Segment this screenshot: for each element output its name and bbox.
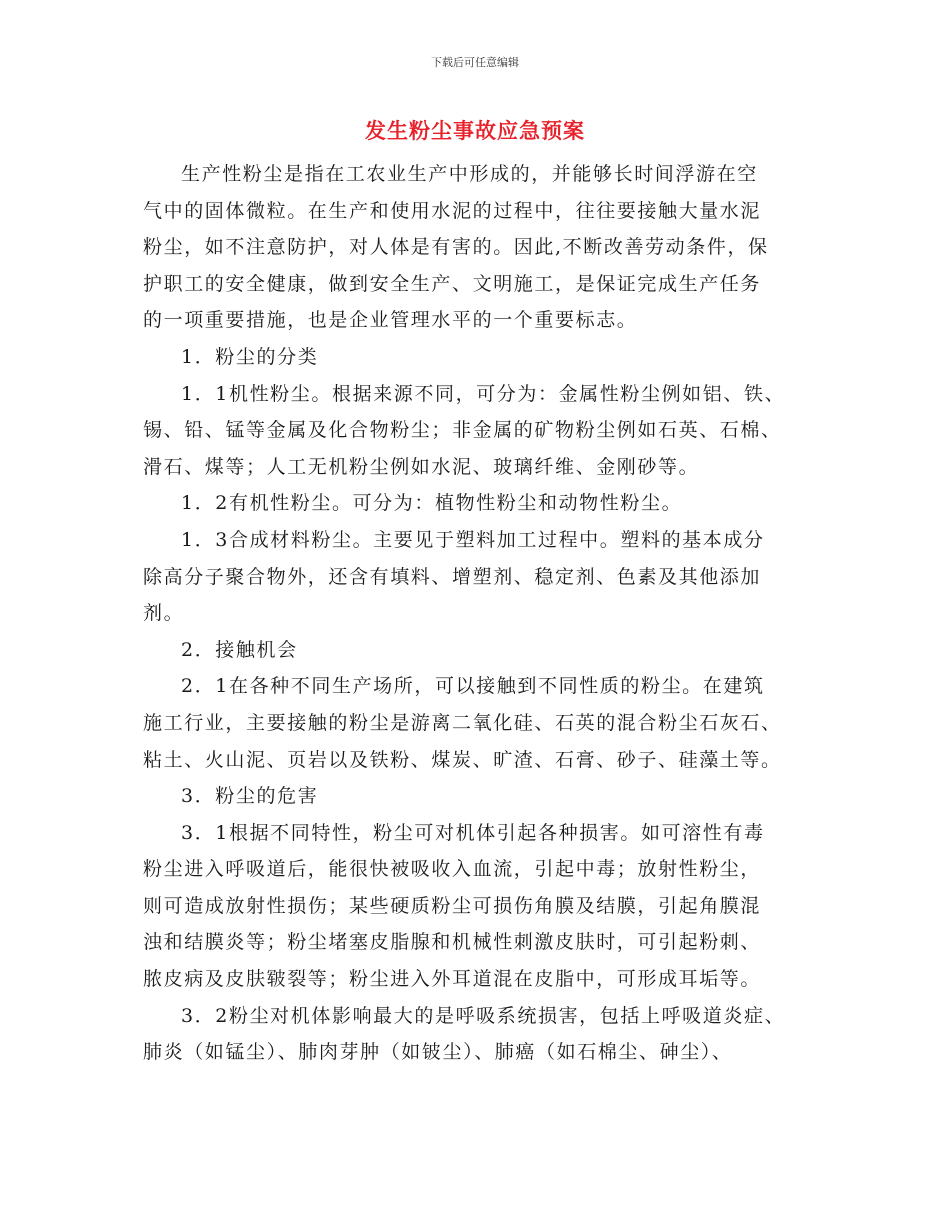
section-heading: 2．接触机会 <box>181 638 298 661</box>
header-note: 下载后可任意编辑 <box>431 56 519 69</box>
body-line: 的一项重要措施，也是企业管理水平的一个重要标志。 <box>143 309 638 332</box>
section-heading: 1．粉尘的分类 <box>181 345 319 368</box>
section-heading: 3．粉尘的危害 <box>181 785 319 808</box>
body-line: 气中的固体微粒。在生产和使用水泥的过程中，往往要接触大量水泥 <box>143 199 762 222</box>
body-line: 锡、铅、锰等金属及化合物粉尘；非金属的矿物粉尘例如石英、石棉、 <box>143 419 782 442</box>
document-title: 发生粉尘事故应急预案 <box>365 119 585 143</box>
body-line: 剂。 <box>143 602 185 625</box>
body-line: 浊和结膜炎等；粉尘堵塞皮脂腺和机械性刺激皮肤时，可引起粉刺、 <box>143 931 762 954</box>
body-line: 1．3合成材料粉尘。主要见于塑料加工过程中。塑料的基本成分 <box>181 528 765 551</box>
body-line: 3．1根据不同特性，粉尘可对机体引起各种损害。如可溶性有毒 <box>181 821 765 844</box>
body-line: 3．2粉尘对机体影响最大的是呼吸系统损害，包括上呼吸道炎症、 <box>181 1004 786 1027</box>
body-line: 1．1机性粉尘。根据来源不同，可分为：金属性粉尘例如铝、铁、 <box>181 382 786 405</box>
document-body <box>143 156 823 1071</box>
body-line: 生产性粉尘是指在工农业生产中形成的，并能够长时间浮游在空 <box>181 163 758 185</box>
body-line: 粉尘进入呼吸道后，能很快被吸收入血流，引起中毒；放射性粉尘， <box>143 858 762 881</box>
body-line: 脓皮病及皮肤皲裂等；粉尘进入外耳道混在皮脂中，可形成耳垢等。 <box>143 968 762 991</box>
body-line: 则可造成放射性损伤；某些硬质粉尘可损伤角膜及结膜，引起角膜混 <box>143 894 762 917</box>
body-line: 除高分子聚合物外，还含有填料、增塑剂、稳定剂、色素及其他添加 <box>143 565 762 588</box>
body-line: 2．1在各种不同生产场所，可以接触到不同性质的粉尘。在建筑 <box>181 675 765 698</box>
body-line: 护职工的安全健康，做到安全生产、文明施工，是保证完成生产任务 <box>143 272 762 295</box>
body-line: 1．2有机性粉尘。可分为：植物性粉尘和动物性粉尘。 <box>181 492 683 515</box>
body-line: 施工行业，主要接触的粉尘是游离二氧化硅、石英的混合粉尘石灰石、 <box>143 711 782 734</box>
body-line: 粘土、火山泥、页岩以及铁粉、煤炭、旷渣、石膏、砂子、硅藻土等。 <box>143 748 782 771</box>
body-line: 粉尘，如不注意防护，对人体是有害的。因此,不断改善劳动条件，保 <box>143 236 769 259</box>
body-line: 肺炎（如锰尘）、肺肉芽肿（如铍尘）、肺癌（如石棉尘、砷尘）、 <box>143 1041 733 1064</box>
body-line: 滑石、煤等；人工无机粉尘例如水泥、玻璃纤维、金刚砂等。 <box>143 455 700 478</box>
